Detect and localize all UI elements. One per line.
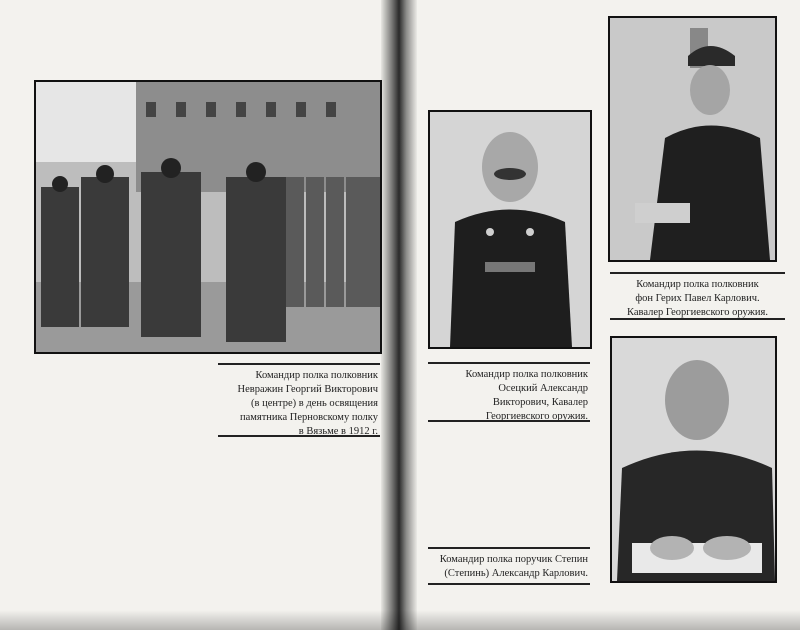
book-spine: [381, 0, 417, 630]
caption-osetsky: Командир полка полковник Осецкий Александр Викторович, Кавалер Георгиевского оружия.: [428, 362, 590, 422]
stepin-portrait: [610, 336, 777, 583]
parade-photo: [34, 80, 382, 354]
caption-nevrazhin: Командир полка полковник Невражин Георгий Викторович (в центре) в день освящения памятника Перновскому полку в Вязьме в 1912 г.: [218, 363, 380, 437]
osetsky-portrait: [428, 110, 592, 349]
gerikh-portrait: [608, 16, 777, 262]
caption-stepin: Командир полка поручик Степин (Степинь) Александр Карлович.: [428, 547, 590, 585]
page-bottom-shadow: [0, 610, 800, 630]
caption-gerikh: Командир полка полковник фон Герих Павел Карлович. Кавалер Георгиевского оружия.: [610, 272, 785, 320]
